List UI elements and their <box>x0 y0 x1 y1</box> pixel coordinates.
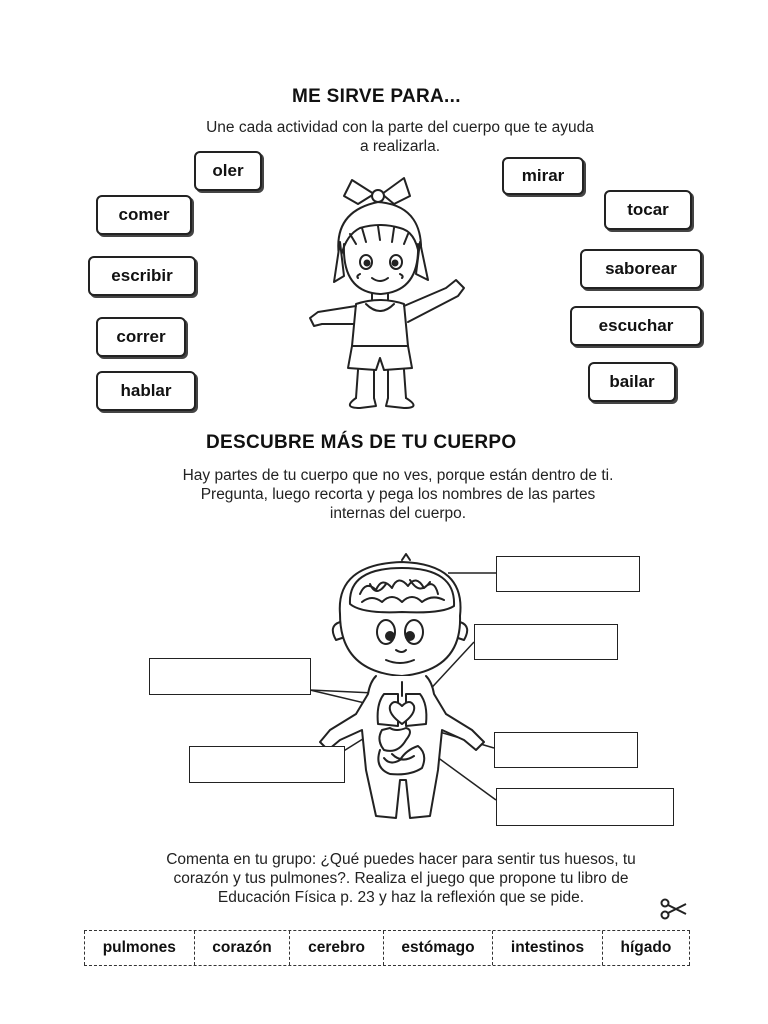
instruction-line: Hay partes de tu cuerpo que no ves, porque están dentro de ti. <box>182 467 614 484</box>
label-blank-stomach[interactable] <box>189 746 345 783</box>
label-blank-brain[interactable] <box>496 556 640 592</box>
word-card-hablar[interactable]: hablar <box>96 371 196 411</box>
instruction-line: internas del cuerpo. <box>329 505 467 522</box>
comment-line: Educación Física p. 23 y haz la reflexión que se pide. <box>217 889 585 906</box>
comment-line: Comenta en tu grupo: ¿Qué puedes hacer para sentir tus huesos, tu <box>166 851 636 868</box>
cutout-word-intestinos[interactable]: intestinos <box>493 931 603 965</box>
word-card-bailar[interactable]: bailar <box>588 362 676 402</box>
cutout-word-pulmones[interactable]: pulmones <box>84 931 195 965</box>
word-card-mirar[interactable]: mirar <box>502 157 584 195</box>
instruction-line: Pregunta, luego recorta y pega los nombres de las partes <box>200 486 596 503</box>
scissors-icon <box>660 898 688 920</box>
word-card-comer[interactable]: comer <box>96 195 192 235</box>
cutout-strip <box>84 930 690 966</box>
word-card-correr[interactable]: correr <box>96 317 186 357</box>
cutout-word-cerebro[interactable]: cerebro <box>290 931 383 965</box>
comment-line: corazón y tus pulmones?. Realiza el juego que propone tu libro de <box>173 870 629 887</box>
label-blank-intestines[interactable] <box>496 788 674 826</box>
boy-organs-illustration <box>310 554 510 824</box>
label-blank-lungs[interactable] <box>474 624 618 660</box>
word-card-tocar[interactable]: tocar <box>604 190 692 230</box>
comment-paragraph <box>86 850 716 907</box>
cutout-word-corazon[interactable]: corazón <box>195 931 291 965</box>
instruction-line: Une cada actividad con la parte del cuerpo que te ayuda <box>206 119 594 136</box>
word-card-escuchar[interactable]: escuchar <box>570 306 702 346</box>
section1-title: ME SIRVE PARA... <box>292 86 461 107</box>
label-blank-heart[interactable] <box>149 658 311 695</box>
word-card-escribir[interactable]: escribir <box>88 256 196 296</box>
instruction-line: a realizarla. <box>359 138 441 155</box>
cutout-word-estomago[interactable]: estómago <box>384 931 494 965</box>
label-blank-liver[interactable] <box>494 732 638 768</box>
word-card-saborear[interactable]: saborear <box>580 249 702 289</box>
word-card-oler[interactable]: oler <box>194 151 262 191</box>
section2-title: DESCUBRE MÁS DE TU CUERPO <box>206 432 517 453</box>
cutout-word-higado[interactable]: hígado <box>603 931 690 965</box>
